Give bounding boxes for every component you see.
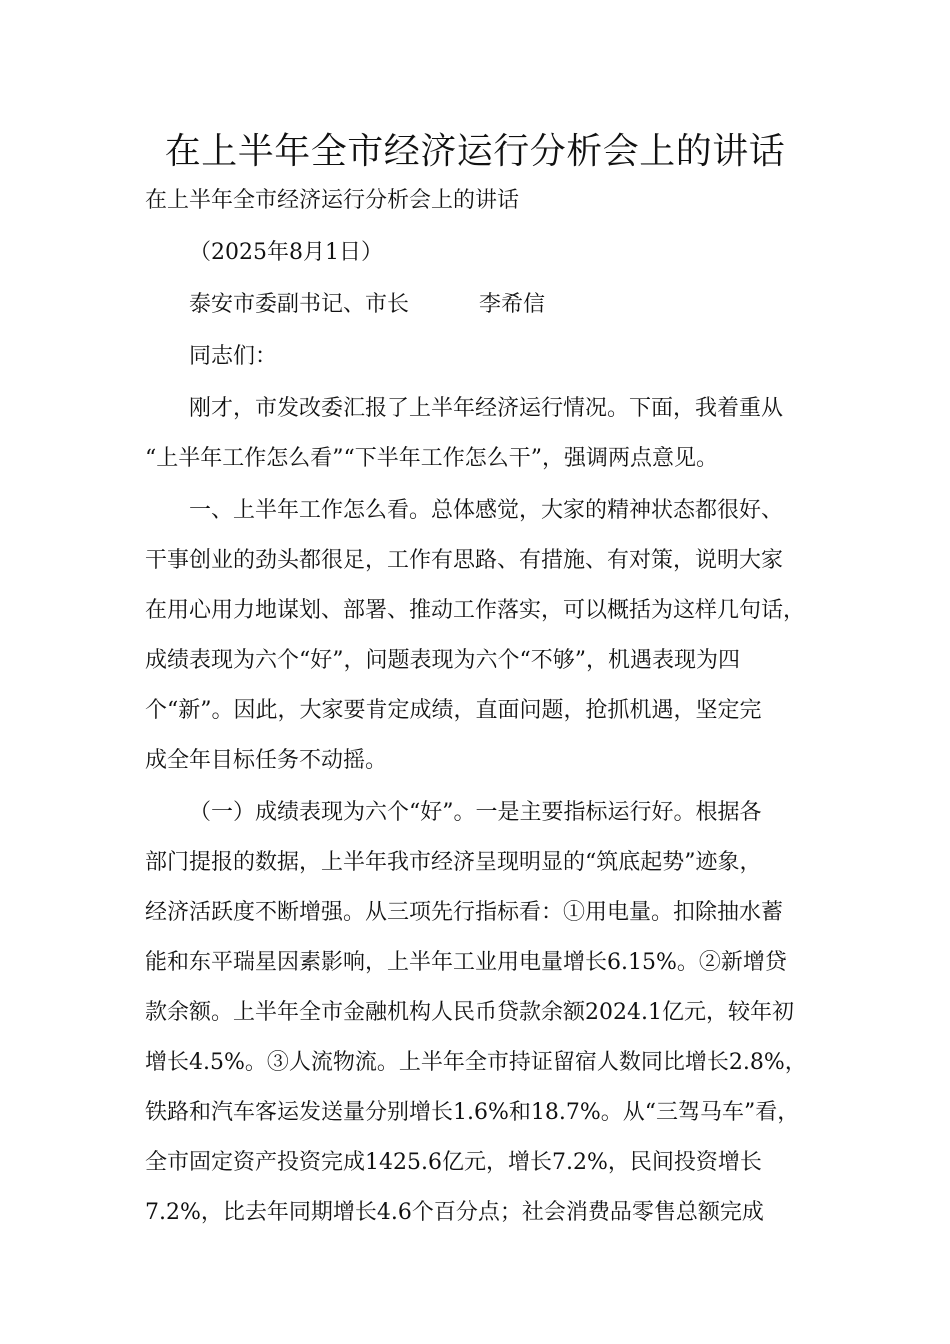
paragraph-line: 刚才，市发改委汇报了上半年经济运行情况。下面，我着重从 [189, 396, 784, 421]
author-line [145, 280, 825, 330]
salutation: 同志们： [189, 344, 278, 369]
speech-date: （2025年8月1日） [189, 240, 383, 265]
author-role: 泰安市委副书记、市长 [189, 292, 410, 317]
paragraph-line: 在用心用力地谋划、部署、推动工作落实，可以概括为这样几句话， [145, 598, 806, 623]
paragraph [145, 486, 825, 786]
author-name: 李希信 [479, 292, 546, 317]
paragraph [145, 788, 825, 1238]
paragraph-line: “上半年工作怎么看”“下半年工作怎么干”，强调两点意见。 [145, 446, 718, 471]
paragraph-line: 全市固定资产投资完成1425.6亿元，增长7.2%，民间投资增长 [145, 1150, 762, 1175]
paragraph-line: 个“新”。因此，大家要肯定成绩，直面问题，抢抓机遇，坚定完 [145, 698, 762, 723]
paragraph-line: 经济活跃度不断增强。从三项先行指标看：①用电量。扣除抽水蓄 [145, 900, 784, 925]
paragraph-line: 一、上半年工作怎么看。总体感觉，大家的精神状态都很好、 [189, 498, 784, 523]
paragraph-line: 增长4.5%。③人流物流。上半年全市持证留宿人数同比增长2.8%， [145, 1050, 807, 1075]
paragraph-line: （一）成绩表现为六个“好”。一是主要指标运行好。根据各 [189, 800, 762, 825]
document-subtitle: 在上半年全市经济运行分析会上的讲话 [145, 188, 520, 213]
paragraph-line: 部门提报的数据，上半年我市经济呈现明显的“筑底起势”迹象， [145, 850, 762, 875]
paragraph-line: 干事创业的劲头都很足，工作有思路、有措施、有对策，说明大家 [145, 548, 784, 573]
paragraph-line: 能和东平瑞星因素影响，上半年工业用电量增长6.15%。②新增贷 [145, 950, 787, 975]
paragraph-line: 7.2%，比去年同期增长4.6个百分点；社会消费品零售总额完成 [145, 1200, 764, 1225]
paragraph-line: 铁路和汽车客运发送量分别增长1.6%和18.7%。从“三驾马车”看， [145, 1100, 800, 1125]
document-title: 在上半年全市经济运行分析会上的讲话 [164, 131, 786, 172]
paragraph-line: 款余额。上半年全市金融机构人民币贷款余额2024.1亿元，较年初 [145, 1000, 794, 1025]
paragraph-line: 成绩表现为六个“好”，问题表现为六个“不够”，机遇表现为四 [145, 648, 740, 673]
paragraph [145, 384, 825, 484]
document-body [145, 176, 825, 1238]
paragraph-line: 成全年目标任务不动摇。 [145, 748, 388, 773]
